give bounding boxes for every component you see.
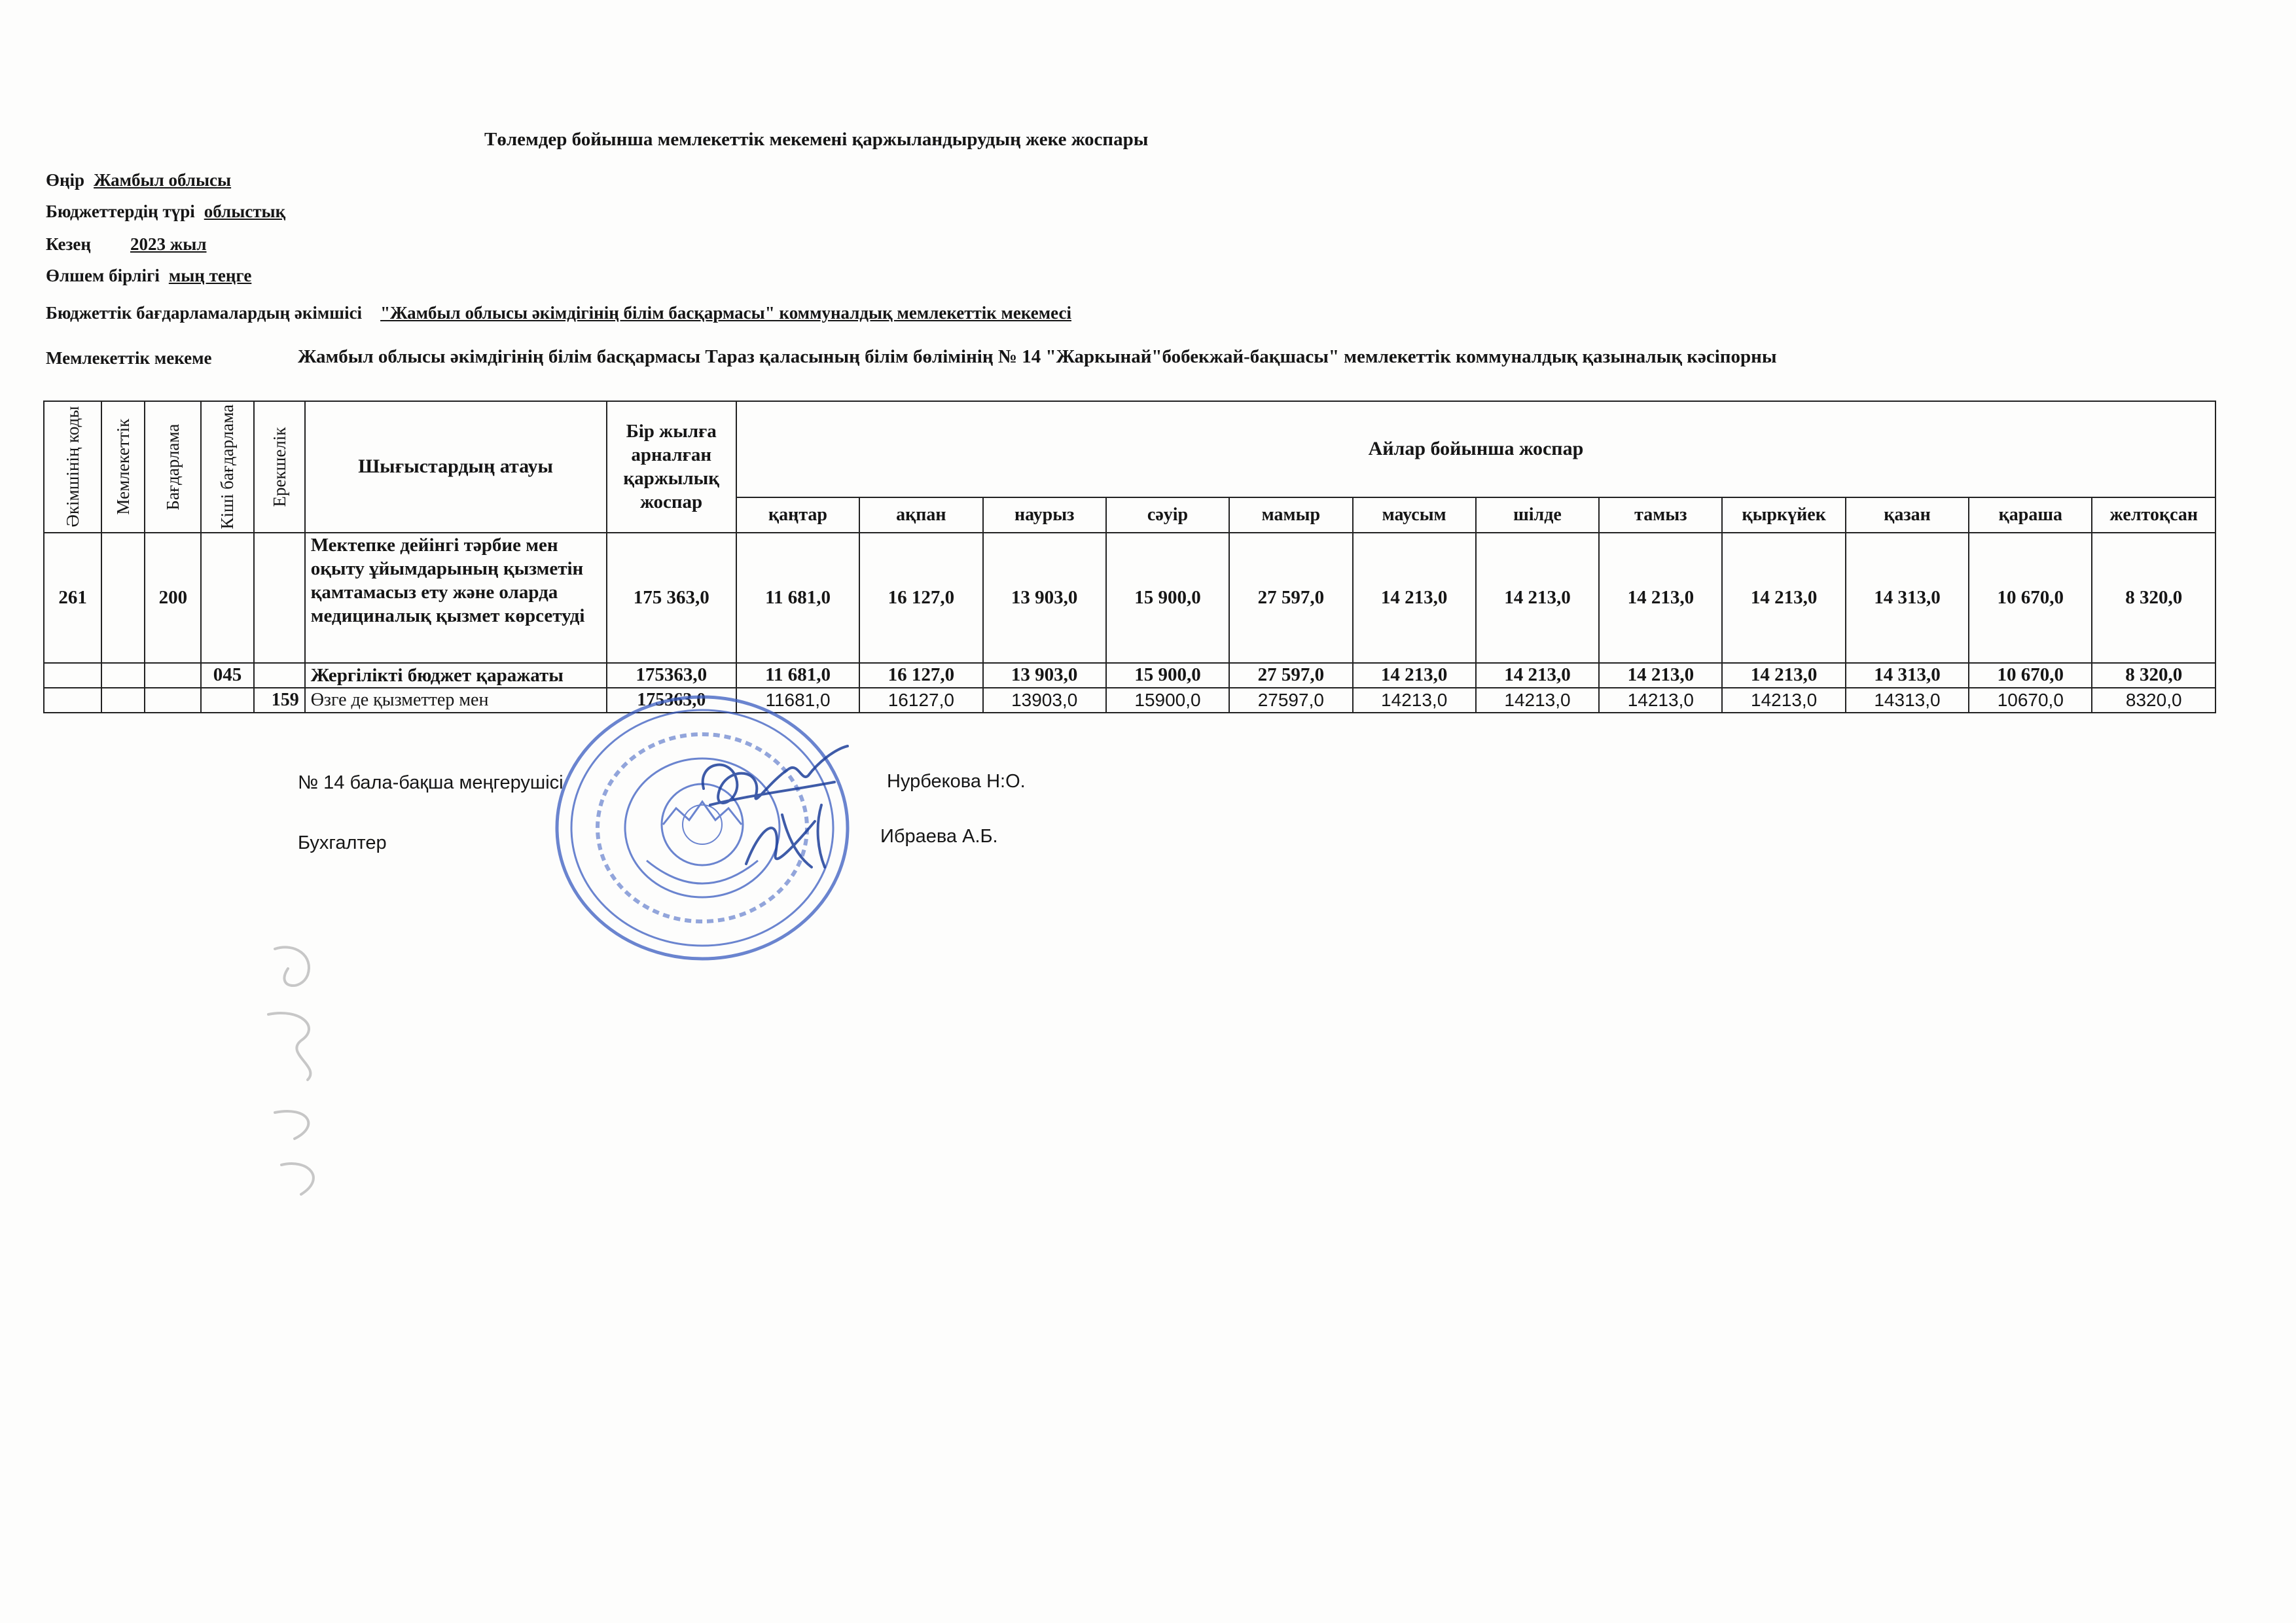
financing-plan-table [43,401,2216,713]
cell-month-value: 27597,0 [1229,688,1352,713]
cell-annual-total: 175 363,0 [607,533,736,663]
cell-specifics [254,663,305,688]
cell-month-value: 13 903,0 [983,533,1106,663]
header-row-1 [44,401,2215,497]
budget-type-label: Бюджеттердің түрі [46,202,195,221]
table-row [44,688,2215,713]
cell-month-value: 14213,0 [1353,688,1476,713]
cell-month-value: 14 213,0 [1722,533,1845,663]
institution-label: Мемлекеттік мекеме [46,348,212,368]
table-row [44,663,2215,688]
region-line [46,170,231,190]
cell-admin-code [44,688,101,713]
col-monthly-plan: Айлар бойынша жоспар [736,401,2215,497]
cell-institution [101,688,145,713]
col-expense-name: Шығыстардың атауы [305,401,607,533]
cell-subprogram: 045 [201,663,253,688]
month-header: қаңтар [736,497,859,533]
cell-month-value: 14213,0 [1599,688,1722,713]
cell-month-value: 8 320,0 [2092,533,2215,663]
period-label: Кезең [46,234,91,254]
unit-line [46,266,251,286]
cell-month-value: 14 213,0 [1353,663,1476,688]
col-admin-code: Әкімшінің коды [44,401,101,533]
cell-annual-total: 175363,0 [607,688,736,713]
admin-value: "Жамбыл облысы әкімдігінің білім басқармасы" коммуналдық мемлекеттік мекемесі [380,303,1071,323]
cell-month-value: 16 127,0 [859,533,982,663]
cell-expense-name: Мектепке дейінгі тәрбие мен оқыту ұйымдарының қызметін қамтамасыз ету және оларда медициналық қызмет көрсетуді [305,533,607,663]
month-header: қазан [1846,497,1969,533]
cell-month-value: 10670,0 [1969,688,2092,713]
cell-month-value: 15900,0 [1106,688,1229,713]
cell-month-value: 15 900,0 [1106,533,1229,663]
cell-institution [101,663,145,688]
month-header: шілде [1476,497,1599,533]
unit-value: мың теңге [168,266,252,285]
month-header: наурыз [983,497,1106,533]
cell-month-value: 11681,0 [736,688,859,713]
cell-month-value: 11 681,0 [736,533,859,663]
head-signature-label: № 14 бала-бақша меңгерушісі [298,772,564,793]
cell-month-value: 14 213,0 [1476,663,1599,688]
cell-month-value: 8320,0 [2092,688,2215,713]
cell-subprogram [201,688,253,713]
cell-month-value: 11 681,0 [736,663,859,688]
col-annual-plan: Бір жылға арналған қаржылық жоспар [607,401,736,533]
cell-month-value: 10 670,0 [1969,533,2092,663]
document-title: Төлемдер бойынша мемлекеттік мекемені қаржыландырудың жеке жоспары [484,129,1149,150]
cell-institution [101,533,145,663]
accountant-signature-label: Бухгалтер [298,832,387,853]
cell-specifics [254,533,305,663]
month-header: тамыз [1599,497,1722,533]
period-value: 2023 жыл [130,234,207,254]
cell-program [145,688,201,713]
budget-type-line [46,202,285,222]
cell-program [145,663,201,688]
pencil-mark [249,929,347,1204]
cell-annual-total: 175363,0 [607,663,736,688]
admin-line [46,303,1071,323]
cell-specifics: 159 [254,688,305,713]
col-institution: Мемлекеттік [101,401,145,533]
cell-month-value: 15 900,0 [1106,663,1229,688]
cell-month-value: 13 903,0 [983,663,1106,688]
cell-month-value: 14 213,0 [1722,663,1845,688]
table-row [44,533,2215,663]
cell-admin-code [44,663,101,688]
col-subprogram: Кіші бағдарлама [201,401,253,533]
accountant-signature-name: Ибраева А.Б. [880,826,998,847]
cell-month-value: 14313,0 [1846,688,1969,713]
cell-month-value: 10 670,0 [1969,663,2092,688]
region-label: Өңір [46,170,85,190]
cell-expense-name: Жергілікті бюджет қаражаты [305,663,607,688]
month-header: маусым [1353,497,1476,533]
cell-expense-name: Өзге де қызметтер мен [305,688,607,713]
cell-month-value: 27 597,0 [1229,663,1352,688]
cell-admin-code: 261 [44,533,101,663]
col-specifics: Ерекшелік [254,401,305,533]
unit-label: Өлшем бірлігі [46,266,160,285]
cell-month-value: 14213,0 [1476,688,1599,713]
signature [684,743,861,874]
cell-month-value: 16127,0 [859,688,982,713]
admin-label: Бюджеттік бағдарламалардың әкімшісі [46,303,363,323]
cell-subprogram [201,533,253,663]
institution-name: Жамбыл облысы әкімдігінің білім басқармасы Тараз қаласының білім бөлімінің № 14 "Жаркынай"бобекжай-бақшасы" мемлекеттік коммуналдық қазыналық кәсіпорны [298,346,1777,367]
period-line [46,234,207,255]
month-header: желтоқсан [2092,497,2215,533]
month-header: мамыр [1229,497,1352,533]
region-value: Жамбыл облысы [94,170,232,190]
cell-month-value: 14 213,0 [1353,533,1476,663]
cell-month-value: 14 313,0 [1846,663,1969,688]
cell-program: 200 [145,533,201,663]
month-header: қараша [1969,497,2092,533]
cell-month-value: 27 597,0 [1229,533,1352,663]
cell-month-value: 16 127,0 [859,663,982,688]
cell-month-value: 14 313,0 [1846,533,1969,663]
month-header: ақпан [859,497,982,533]
month-header: сәуір [1106,497,1229,533]
head-signature-name: Нурбекова Н:О. [887,771,1026,792]
month-header: қыркүйек [1722,497,1845,533]
cell-month-value: 14 213,0 [1599,663,1722,688]
cell-month-value: 14 213,0 [1476,533,1599,663]
cell-month-value: 8 320,0 [2092,663,2215,688]
cell-month-value: 14 213,0 [1599,533,1722,663]
col-program: Бағдарлама [145,401,201,533]
cell-month-value: 14213,0 [1722,688,1845,713]
cell-month-value: 13903,0 [983,688,1106,713]
budget-type-value: облыстық [204,202,286,221]
